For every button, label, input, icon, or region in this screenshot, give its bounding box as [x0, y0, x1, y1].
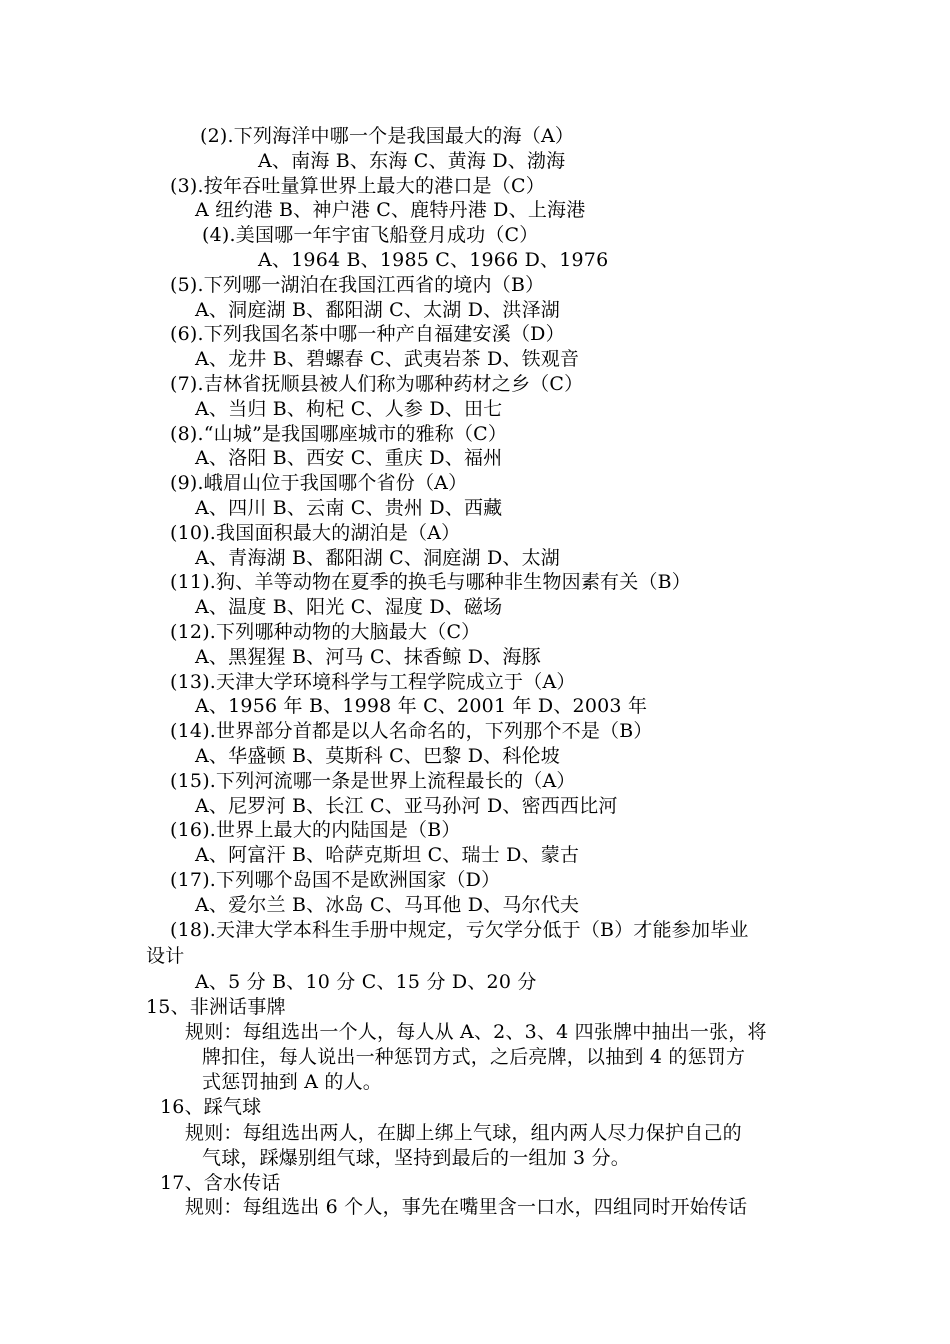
section-16-rule-line-1: 规则：每组选出两人，在脚上绑上气球，组内两人尽力保护自己的: [185, 1122, 742, 1144]
question-2: (2).下列海洋中哪一个是我国最大的海（A）: [200, 125, 575, 147]
section-17-rule-line-1: 规则：每组选出 6 个人，事先在嘴里含一口水，四组同时开始传话: [185, 1196, 748, 1218]
question-11: (11).狗、羊等动物在夏季的换毛与哪种非生物因素有关（B）: [170, 571, 692, 593]
options-17: A、爱尔兰 B、冰岛 C、马耳他 D、马尔代夫: [195, 894, 580, 916]
options-8: A、洛阳 B、西安 C、重庆 D、福州: [195, 447, 503, 469]
options-5: A、洞庭湖 B、鄱阳湖 C、太湖 D、洪泽湖: [195, 299, 560, 321]
options-2: A、南海 B、东海 C、黄海 D、渤海: [258, 150, 566, 172]
question-8: (8).“山城”是我国哪座城市的雅称（C）: [170, 423, 508, 445]
options-4: A、1964 B、1985 C、1966 D、1976: [258, 249, 609, 271]
question-3: (3).按年吞吐量算世界上最大的港口是（C）: [170, 175, 545, 197]
section-16-rule-line-2: 气球，踩爆别组气球，坚持到最后的一组加 3 分。: [202, 1147, 630, 1169]
question-10: (10).我国面积最大的湖泊是（A）: [170, 522, 461, 544]
options-6: A、龙井 B、碧螺春 C、武夷岩茶 D、铁观音: [195, 348, 580, 370]
section-15-heading: 15、非洲话事牌: [146, 996, 286, 1018]
question-9: (9).峨眉山位于我国哪个省份（A）: [170, 472, 468, 494]
section-15-rule-line-3: 式惩罚抽到 A 的人。: [202, 1071, 383, 1093]
options-7: A、当归 B、枸杞 C、人参 D、田七: [195, 398, 503, 420]
options-16: A、阿富汗 B、哈萨克斯坦 C、瑞士 D、蒙古: [195, 844, 580, 866]
question-14: (14).世界部分首都是以人名命名的，下列那个不是（B）: [170, 720, 653, 742]
question-18-wrap: 设计: [146, 945, 185, 967]
options-15: A、尼罗河 B、长江 C、亚马孙河 D、密西西比河: [195, 795, 618, 817]
question-13: (13).天津大学环境科学与工程学院成立于（A）: [170, 671, 576, 693]
question-15: (15).下列河流哪一条是世界上流程最长的（A）: [170, 770, 576, 792]
question-7: (7).吉林省抚顺县被人们称为哪种药材之乡（C）: [170, 373, 584, 395]
question-17: (17).下列哪个岛国不是欧洲国家（D）: [170, 869, 501, 891]
question-12: (12).下列哪种动物的大脑最大（C）: [170, 621, 481, 643]
section-17-heading: 17、含水传话: [160, 1172, 281, 1194]
question-4: (4).美国哪一年宇宙飞船登月成功（C）: [202, 224, 539, 246]
options-11: A、温度 B、阳光 C、湿度 D、磁场: [195, 596, 503, 618]
options-18: A、5 分 B、10 分 C、15 分 D、20 分: [195, 971, 537, 993]
question-5: (5).下列哪一湖泊在我国江西省的境内（B）: [170, 274, 545, 296]
section-15-rule-line-1: 规则：每组选出一个人，每人从 A、2、3、4 四张牌中抽出一张，将: [185, 1021, 767, 1043]
options-14: A、华盛顿 B、莫斯科 C、巴黎 D、科伦坡: [195, 745, 560, 767]
section-15-rule-line-2: 牌扣住，每人说出一种惩罚方式，之后亮牌，以抽到 4 的惩罚方: [202, 1046, 746, 1068]
section-16-heading: 16、踩气球: [160, 1096, 262, 1118]
options-3: A 纽约港 B、神户港 C、鹿特丹港 D、上海港: [195, 199, 586, 221]
options-13: A、1956 年 B、1998 年 C、2001 年 D、2003 年: [195, 695, 648, 717]
question-6: (6).下列我国名茶中哪一种产自福建安溪（D）: [170, 323, 565, 345]
question-16: (16).世界上最大的内陆国是（B）: [170, 819, 461, 841]
options-12: A、黑猩猩 B、河马 C、抹香鲸 D、海豚: [195, 646, 541, 668]
question-18: (18).天津大学本科生手册中规定，亏欠学分低于（B）才能参加毕业: [170, 919, 749, 941]
options-10: A、青海湖 B、鄱阳湖 C、洞庭湖 D、太湖: [195, 547, 560, 569]
options-9: A、四川 B、云南 C、贵州 D、西藏: [195, 497, 503, 519]
